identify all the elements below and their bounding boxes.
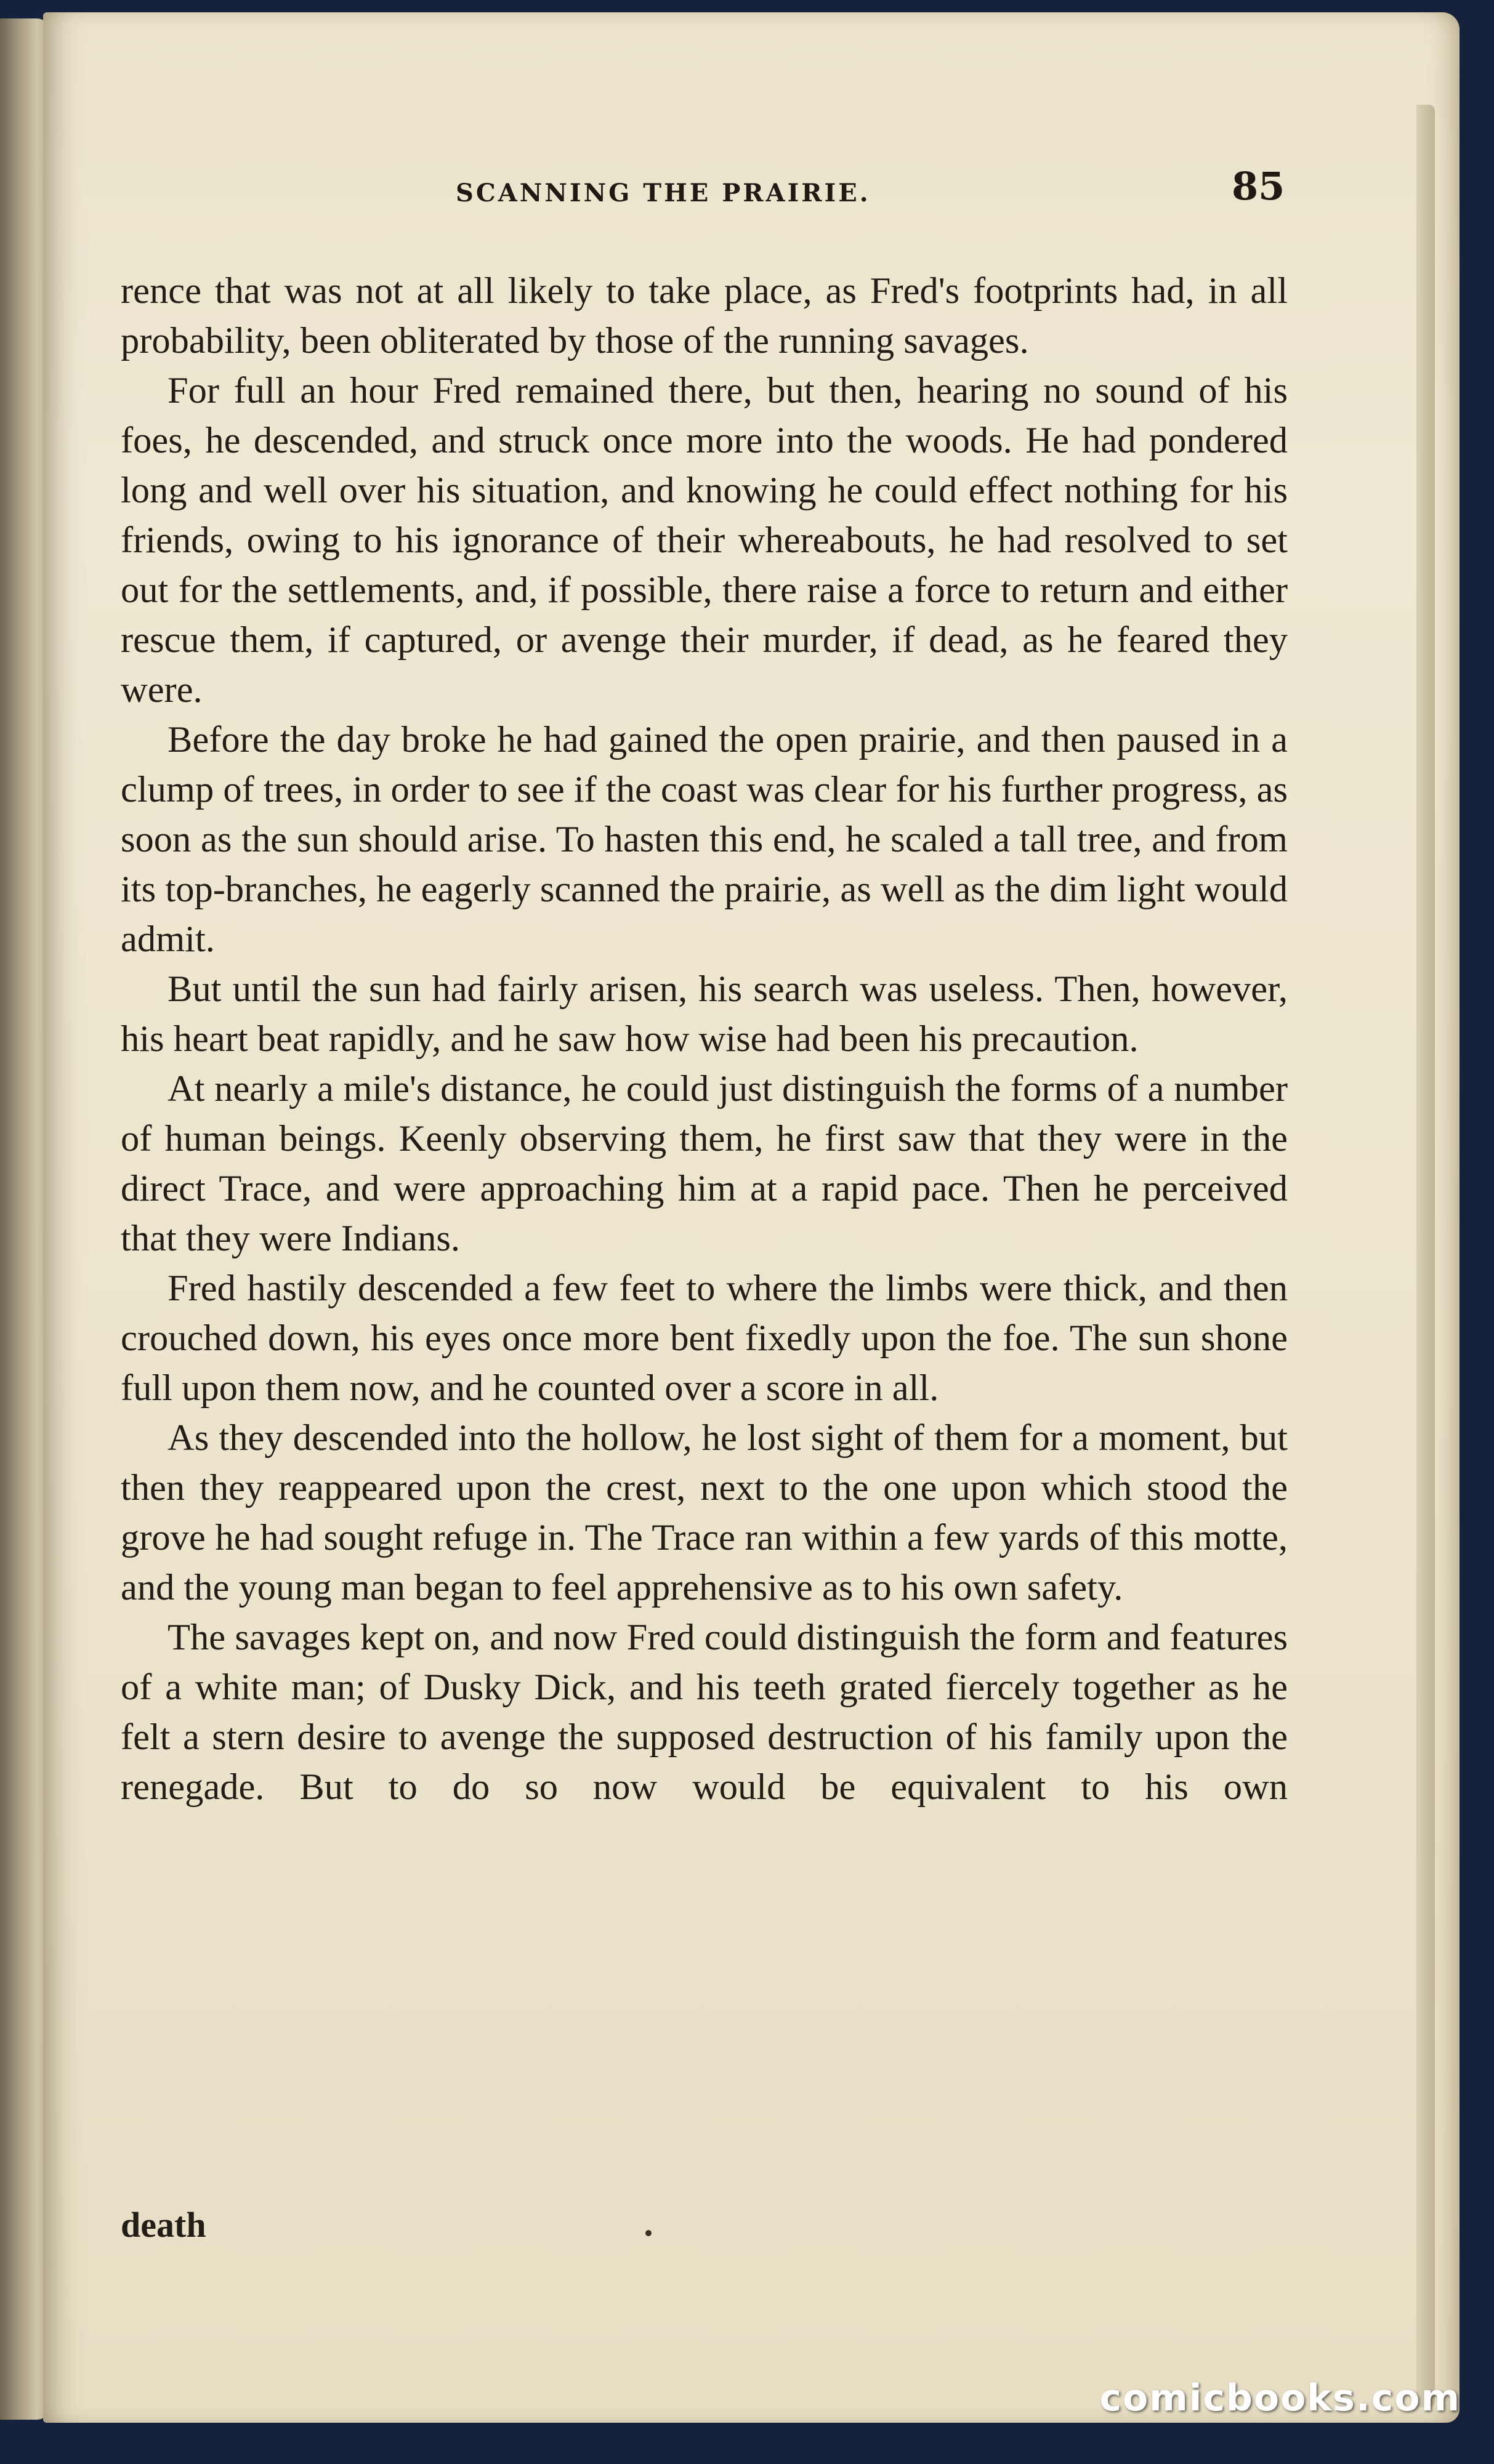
ink-speck [645,2230,652,2236]
page-body [121,266,1288,1812]
paragraph: rence that was not at all likely to take place, as Fred's footprints had, in all probability, been obliterated by those of the running savages. [121,270,1288,361]
paragraph: But until the sun had fairly arisen, his search was useless. Then, however, his heart beat rapidly, and he saw how wise had been his precaution. [121,968,1288,1060]
running-head: SCANNING THE PRAIRIE. [456,179,871,207]
paragraph: At nearly a mile's distance, he could just distinguish the forms of a number of human beings. Keenly observing them, he first saw that they were in the direct Trace, and were approaching him at a rapid pace. Then he perceived that they were Indians. [121,1068,1288,1259]
paragraph: The savages kept on, and now Fred could distinguish the form and features of a white man; of Dusky Dick, and his teeth grated fiercely together as he felt a stern desire to avenge the supposed destruction of his family upon the renegade. But to do so now would be equivalent to his own [121,1617,1288,1808]
paragraph: For full an hour Fred remained there, but then, hearing no sound of his foes, he descended, and struck once more into the woods. He had pondered long and well over his situation, and knowing he could effect nothing for his friends, owing to his ignorance of their whereabouts, he had resolved to set out for the settlements, and, if possible, there raise a force to return and either rescue them, if captured, or avenge their murder, if dead, as he feared they were. [121,370,1288,711]
paragraph: Before the day broke he had gained the open prairie, and then paused in a clump of trees, in order to see if the coast was clear for his further progress, as soon as the sun should arise. To hasten this end, he scaled a tall tree, and from its top-branches, he eagerly scanned the prairie, as well as the dim light would admit. [121,719,1288,960]
paragraph: Fred hastily descended a few feet to where the limbs were thick, and then crouched down, his eyes once more bent fixedly upon the foe. The sun shone full upon them now, and he counted over a score in all. [121,1268,1288,1409]
paragraph: As they descended into the hollow, he lost sight of them for a moment, but then they reappeared upon the crest, next to the one upon which stood the grove he had sought refuge in. The Trace ran within a few yards of this motte, and the young man began to feel apprehensive as to his own safety. [121,1417,1288,1608]
adjacent-page-edge [0,18,49,2420]
page-number: 85 [1232,164,1285,209]
site-watermark: comicbooks.com [1099,2377,1461,2420]
catchword: death [121,2205,206,2245]
page-stack-edge [1416,105,1435,2407]
